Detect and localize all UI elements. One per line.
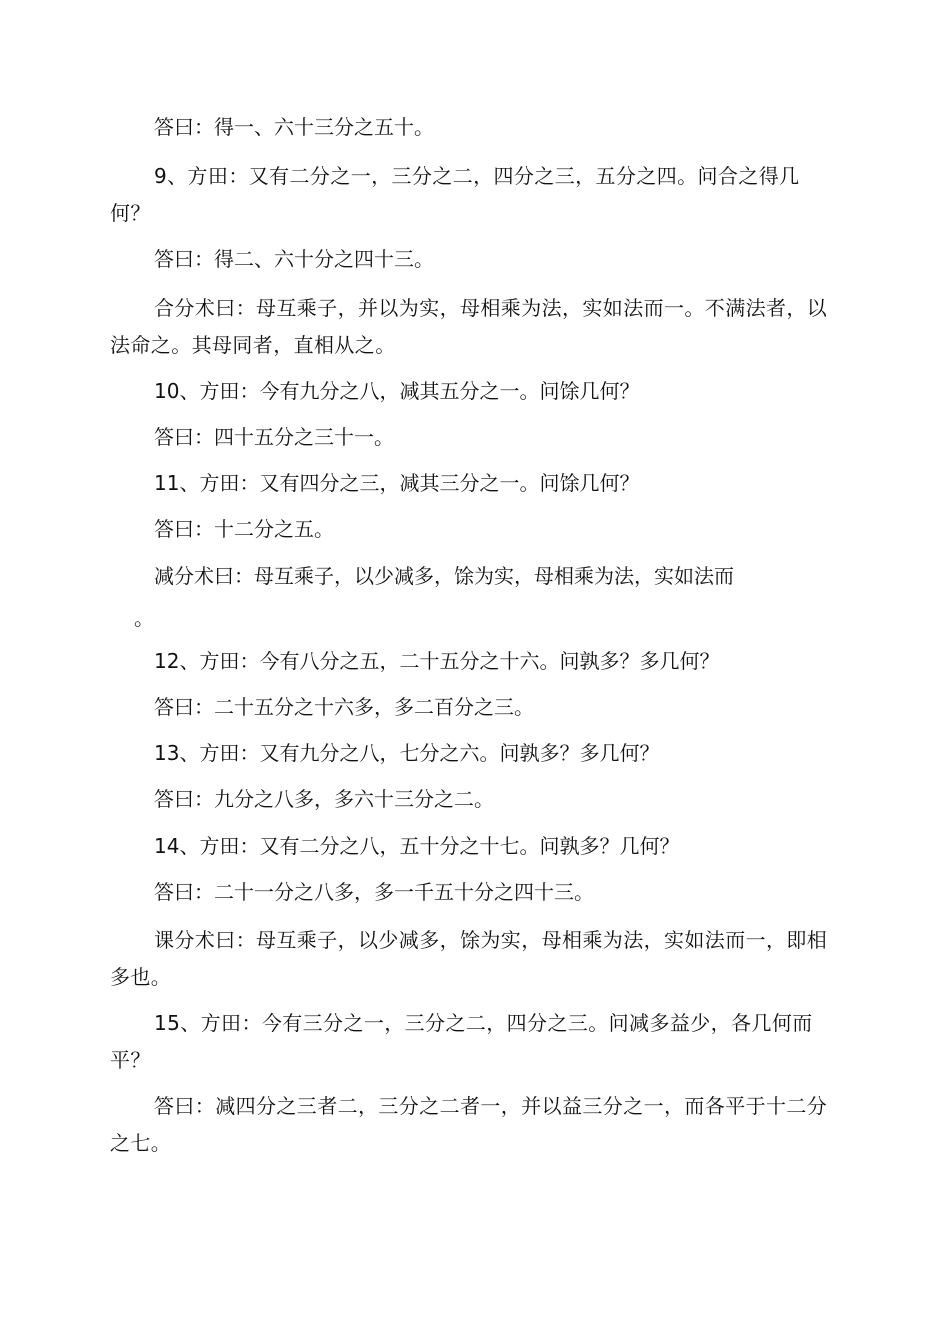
answer-paragraph: 答曰：二十一分之八多，多一千五十分之四十三。	[154, 880, 594, 904]
problem-12-paragraph: 12、方田：今有八分之五，二十五分之十六。问孰多？多几何？	[154, 649, 720, 673]
problem-15-paragraph: 15、方田：今有三分之一，三分之二，四分之三。问减多益少，各几何而平？	[110, 1011, 813, 1072]
addition-rule-paragraph: 合分术曰：母互乘子，并以为实，母相乘为法，实如法而一。不满法者，以法命之。其母同者，直相从之。	[110, 296, 828, 357]
comparison-rule-paragraph: 课分术曰：母互乘子，以少减多，馀为实，母相乘为法，实如法而一，即相多也。	[110, 928, 828, 989]
problem-10-paragraph: 10、方田：今有九分之八，减其五分之一。问馀几何？	[154, 379, 640, 403]
answer-paragraph: 答曰：二十五分之十六多，多二百分之三。	[154, 695, 534, 719]
problem-11-paragraph: 11、方田：又有四分之三，减其三分之一。问馀几何？	[154, 471, 640, 495]
trailing-punctuation: 。	[134, 606, 154, 630]
answer-paragraph: 答曰：四十五分之三十一。	[154, 425, 394, 449]
problem-13-paragraph: 13、方田：又有九分之八，七分之六。问孰多？多几何？	[154, 741, 660, 765]
answer-paragraph: 答曰：得一、六十三分之五十。	[154, 115, 434, 139]
subtraction-rule-paragraph: 减分术曰：母互乘子，以少减多，馀为实，母相乘为法，实如法而	[154, 564, 734, 588]
problem-14-paragraph: 14、方田：又有二分之八，五十分之十七。问孰多？几何？	[154, 834, 680, 858]
answer-paragraph: 答曰：九分之八多，多六十三分之二。	[154, 787, 494, 811]
problem-9-paragraph: 9、方田：又有二分之一，三分之二，四分之三，五分之四。问合之得几何？	[110, 164, 800, 225]
answer-paragraph: 答曰：得二、六十分之四十三。	[154, 247, 434, 271]
answer-paragraph: 答曰：十二分之五。	[154, 517, 334, 541]
answer-paragraph: 答曰：减四分之三者二，三分之二者一，并以益三分之一，而各平于十二分之七。	[110, 1094, 828, 1155]
